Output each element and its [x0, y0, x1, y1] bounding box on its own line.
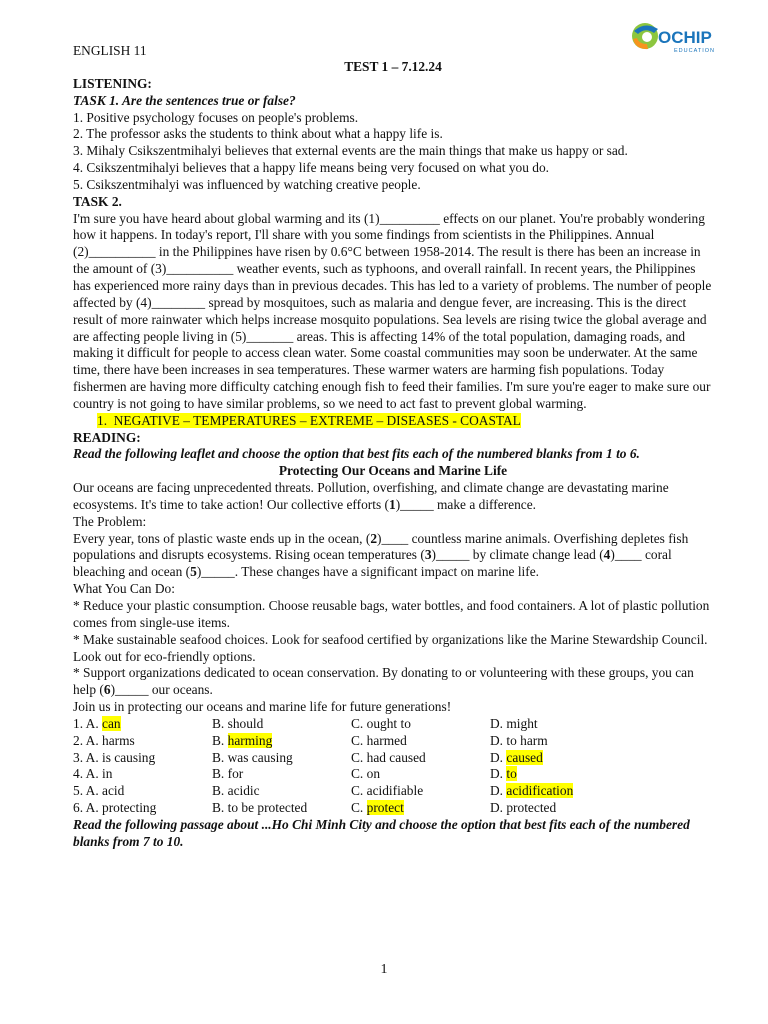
course-label: ENGLISH 11 [73, 43, 147, 58]
option-b: B. acidic [212, 783, 260, 799]
option-c: C. protect [351, 800, 404, 816]
option-c: C. harmed [351, 732, 407, 748]
reading-heading: READING: [73, 429, 141, 445]
option-b: B. was causing [212, 749, 293, 765]
task2-passage: I'm sure you have heard about global warming and its (1)_________ effects on our planet. You're probably wondering how it happens. In today's report, I'll share with you some findings from scientists in the Philippines. Annual (2)__________ in the Philippines have risen by 0.6°C between 1958-2014. The result is there has been an increase in the amount of (3)__________ weather events, such as typhoons, and overall rainfall. In recent years, the Philippines has experienced more rainy days than in previous decades. This has led to a variety of problems. The number of people affected by (4)________ spread by mosquitoes, such as malaria and dengue fever, are increasing. This is the direct result of more rainwater which helps increase mosquito populations. Sea levels are rising twice the global average and are affecting people living in (5)_______ areas. This is affecting 14% of the total population, damaging roads, and making it difficult for people to access clean water. Some coastal communities may soon be underwater. At the same time, there have been increases in sea temperatures. These warmer waters are harming fish populations. Today fishermen are having more difficulty catching enough fish to feed their families. I'm sure you're eager to make sure our country is not going to have similar problems, so we need to act fast to prevent global warming. [73, 210, 712, 411]
bullet-item: * Support organizations dedicated to ocean conservation. By donating to or volunteering with these groups, you can help (6)_____ our oceans. [73, 665, 694, 698]
answer-text: NEGATIVE – TEMPERATURES – EXTREME – DISEASES - COASTAL [113, 412, 521, 428]
bullet-item: * Reduce your plastic consumption. Choose reusable bags, water bottles, and food containers. A lot of plastic pollution comes from single-use items. [73, 598, 710, 630]
option-b: B. harming [212, 732, 273, 748]
leaflet-paragraph-2: Every year, tons of plastic waste ends up in the ocean, (2)____ countless marine animals. Overfishing depletes fish populations and disrupts ecosystems. Rising ocean temperatures (3)_____ by climate change lead (4)____ coral bleaching and ocean (5)_____. These changes have a significant impact on marine life. [73, 530, 689, 580]
option-d: D. to harm [490, 732, 548, 748]
task1-item: 5. Csikszentmihalyi was influenced by watching creative people. [73, 176, 421, 192]
closing-line: Join us in protecting our oceans and marine life for future generations! [73, 699, 452, 715]
option-d: D. to [490, 766, 517, 782]
options-grid [73, 716, 713, 817]
option-d: D. might [490, 715, 538, 731]
reading-instruction-2: Read the following passage about ...Ho Chi Minh City and choose the option that best fits each of the numbered blanks from 7 to 10. [73, 816, 690, 849]
document-body [73, 59, 713, 851]
leaflet-paragraph-1: Our oceans are facing unprecedented threats. Pollution, overfishing, and climate change are devastating marine ecosystems. It's time to take action! Our collective efforts (1)_____ make a difference. [73, 480, 669, 512]
problem-heading: The Problem: [73, 513, 147, 529]
answer-number: 1. [97, 412, 108, 428]
task1-item: 4. Csikszentmihalyi believes that a happy life means being very focused on what you do. [73, 160, 549, 176]
option-a: 2. A. harms [73, 732, 135, 748]
option-b: B. should [212, 715, 264, 731]
task1-item: 2. The professor asks the students to think about what a happy life is. [73, 126, 443, 142]
task1-title: TASK 1. Are the sentences true or false? [73, 92, 296, 108]
option-c: C. ought to [351, 715, 411, 731]
logo-mark-icon [632, 23, 658, 49]
task1-item: 1. Positive psychology focuses on people's problems. [73, 109, 359, 125]
task2-title: TASK 2. [73, 193, 122, 209]
logo-sub: EDUCATION [674, 48, 715, 54]
option-d: D. protected [490, 800, 557, 816]
answer-key-line [73, 413, 713, 430]
option-a: 4. A. in [73, 766, 113, 782]
option-c: C. acidifiable [351, 783, 424, 799]
listening-heading: LISTENING: [73, 75, 152, 91]
option-d: D. caused [490, 749, 543, 765]
leaflet-title: Protecting Our Oceans and Marine Life [278, 463, 508, 479]
option-a: 6. A. protecting [73, 800, 157, 816]
option-a: 5. A. acid [73, 783, 125, 799]
do-heading: What You Can Do: [73, 581, 175, 597]
logo-text: OCHIP [658, 28, 712, 47]
option-c: C. had caused [351, 749, 426, 765]
option-c: C. on [351, 766, 381, 782]
bullet-item: * Make sustainable seafood choices. Look for seafood certified by organizations like the Marine Stewardship Council. Look out for eco-friendly options. [73, 631, 708, 664]
option-d: D. acidification [490, 783, 574, 799]
option-b: B. to be protected [212, 800, 308, 816]
gochip-logo [628, 17, 732, 59]
reading-instruction: Read the following leaflet and choose the option that best fits each of the numbered blanks from 1 to 6. [73, 446, 640, 462]
test-title: TEST 1 – 7.12.24 [344, 59, 442, 74]
option-a: 3. A. is causing [73, 749, 156, 765]
option-a: 1. A. can [73, 715, 121, 731]
page-number: 1 [380, 962, 388, 977]
task1-item: 3. Mihaly Csikszentmihalyi believes that external events are the main things that make us happy or sad. [73, 143, 628, 159]
option-b: B. for [212, 766, 244, 782]
